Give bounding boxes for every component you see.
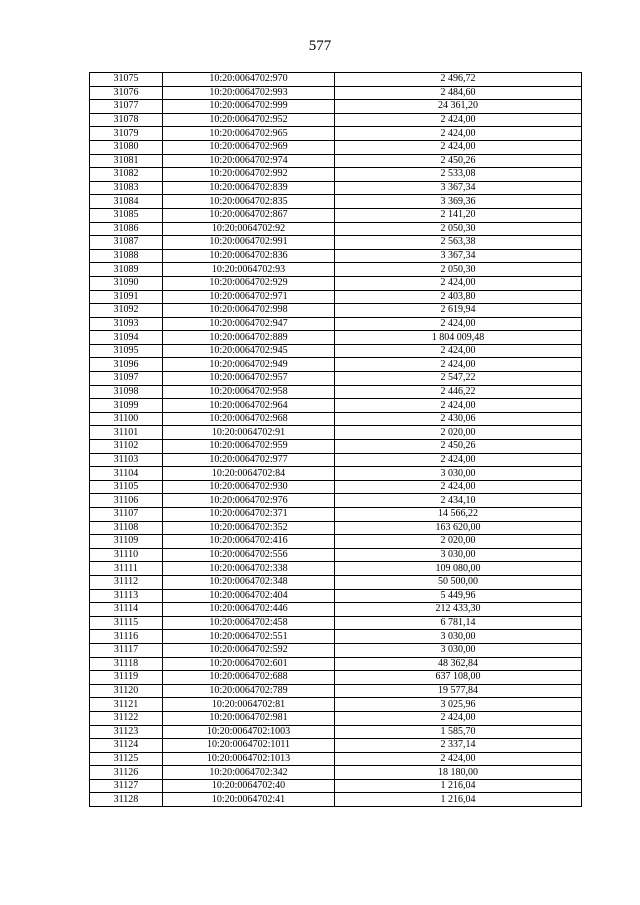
row-number-cell: 31097: [90, 372, 163, 386]
row-number-cell: 31117: [90, 643, 163, 657]
cadastral-value-cell: 2 424,00: [335, 140, 582, 154]
row-number-cell: 31124: [90, 739, 163, 753]
table-row: [90, 73, 582, 87]
table-row: [90, 317, 582, 331]
row-number-cell: 31098: [90, 385, 163, 399]
cadastral-number-cell: 10:20:0064702:964: [163, 399, 335, 413]
cadastral-number-cell: 10:20:0064702:404: [163, 589, 335, 603]
cadastral-value-cell: 24 361,20: [335, 100, 582, 114]
cadastral-number-cell: 10:20:0064702:947: [163, 317, 335, 331]
cadastral-number-cell: 10:20:0064702:458: [163, 616, 335, 630]
cadastral-value-cell: 109 080,00: [335, 562, 582, 576]
cadastral-number-cell: 10:20:0064702:949: [163, 358, 335, 372]
table-row: [90, 766, 582, 780]
cadastral-value-cell: 2 434,10: [335, 494, 582, 508]
row-number-cell: 31087: [90, 236, 163, 250]
cadastral-value-cell: 2 496,72: [335, 73, 582, 87]
cadastral-value-cell: 6 781,14: [335, 616, 582, 630]
row-number-cell: 31084: [90, 195, 163, 209]
table-row: [90, 684, 582, 698]
row-number-cell: 31121: [90, 698, 163, 712]
cadastral-number-cell: 10:20:0064702:601: [163, 657, 335, 671]
cadastral-value-cell: 3 030,00: [335, 548, 582, 562]
cadastral-value-cell: 1 804 009,48: [335, 331, 582, 345]
cadastral-value-cell: 2 424,00: [335, 317, 582, 331]
row-number-cell: 31115: [90, 616, 163, 630]
table-row: [90, 480, 582, 494]
cadastral-number-cell: 10:20:0064702:958: [163, 385, 335, 399]
cadastral-value-cell: 2 403,80: [335, 290, 582, 304]
cadastral-number-cell: 10:20:0064702:957: [163, 372, 335, 386]
table-row: [90, 589, 582, 603]
cadastral-value-cell: 2 424,00: [335, 752, 582, 766]
row-number-cell: 31100: [90, 412, 163, 426]
cadastral-value-cell: 2 424,00: [335, 358, 582, 372]
table-row: [90, 671, 582, 685]
row-number-cell: 31101: [90, 426, 163, 440]
table-row: [90, 657, 582, 671]
cadastral-value-cell: 212 433,30: [335, 603, 582, 617]
row-number-cell: 31111: [90, 562, 163, 576]
table-row: [90, 440, 582, 454]
table-row: [90, 236, 582, 250]
cadastral-value-cell: 3 030,00: [335, 467, 582, 481]
table-row: [90, 385, 582, 399]
cadastral-number-cell: 10:20:0064702:556: [163, 548, 335, 562]
row-number-cell: 31113: [90, 589, 163, 603]
cadastral-number-cell: 10:20:0064702:929: [163, 276, 335, 290]
table-row: [90, 698, 582, 712]
cadastral-value-cell: 2 484,60: [335, 86, 582, 100]
table-row: [90, 412, 582, 426]
row-number-cell: 31089: [90, 263, 163, 277]
row-number-cell: 31085: [90, 208, 163, 222]
cadastral-number-cell: 10:20:0064702:992: [163, 168, 335, 182]
row-number-cell: 31093: [90, 317, 163, 331]
cadastral-value-cell: 2 450,26: [335, 154, 582, 168]
table-row: [90, 140, 582, 154]
row-number-cell: 31127: [90, 779, 163, 793]
cadastral-value-cell: 50 500,00: [335, 575, 582, 589]
cadastral-number-cell: 10:20:0064702:1003: [163, 725, 335, 739]
cadastral-value-cell: 2 424,00: [335, 480, 582, 494]
row-number-cell: 31090: [90, 276, 163, 290]
cadastral-value-cell: 2 619,94: [335, 304, 582, 318]
row-number-cell: 31123: [90, 725, 163, 739]
row-number-cell: 31110: [90, 548, 163, 562]
cadastral-number-cell: 10:20:0064702:971: [163, 290, 335, 304]
table-row: [90, 793, 582, 807]
cadastral-number-cell: 10:20:0064702:92: [163, 222, 335, 236]
row-number-cell: 31080: [90, 140, 163, 154]
table-body: [90, 73, 582, 807]
table-row: [90, 331, 582, 345]
cadastral-number-cell: 10:20:0064702:965: [163, 127, 335, 141]
table-row: [90, 358, 582, 372]
cadastral-number-cell: 10:20:0064702:999: [163, 100, 335, 114]
cadastral-number-cell: 10:20:0064702:839: [163, 181, 335, 195]
table-row: [90, 127, 582, 141]
table-row: [90, 494, 582, 508]
cadastral-number-cell: 10:20:0064702:416: [163, 535, 335, 549]
cadastral-value-cell: 2 424,00: [335, 399, 582, 413]
row-number-cell: 31099: [90, 399, 163, 413]
cadastral-number-cell: 10:20:0064702:446: [163, 603, 335, 617]
row-number-cell: 31078: [90, 113, 163, 127]
row-number-cell: 31105: [90, 480, 163, 494]
cadastral-number-cell: 10:20:0064702:41: [163, 793, 335, 807]
table-row: [90, 168, 582, 182]
cadastral-number-cell: 10:20:0064702:974: [163, 154, 335, 168]
cadastral-number-cell: 10:20:0064702:968: [163, 412, 335, 426]
cadastral-number-cell: 10:20:0064702:930: [163, 480, 335, 494]
cadastral-number-cell: 10:20:0064702:91: [163, 426, 335, 440]
row-number-cell: 31081: [90, 154, 163, 168]
cadastral-number-cell: 10:20:0064702:998: [163, 304, 335, 318]
row-number-cell: 31075: [90, 73, 163, 87]
cadastral-value-cell: 48 362,84: [335, 657, 582, 671]
cadastral-number-cell: 10:20:0064702:959: [163, 440, 335, 454]
table-row: [90, 752, 582, 766]
table-row: [90, 208, 582, 222]
table-row: [90, 276, 582, 290]
table-row: [90, 643, 582, 657]
cadastral-value-cell: 2 430,06: [335, 412, 582, 426]
table-row: [90, 399, 582, 413]
cadastral-value-cell: 637 108,00: [335, 671, 582, 685]
row-number-cell: 31122: [90, 711, 163, 725]
cadastral-value-cell: 2 020,00: [335, 535, 582, 549]
row-number-cell: 31083: [90, 181, 163, 195]
cadastral-number-cell: 10:20:0064702:338: [163, 562, 335, 576]
table-row: [90, 453, 582, 467]
row-number-cell: 31076: [90, 86, 163, 100]
cadastral-value-cell: 3 367,34: [335, 249, 582, 263]
cadastral-value-cell: 18 180,00: [335, 766, 582, 780]
cadastral-value-cell: 2 547,22: [335, 372, 582, 386]
table-row: [90, 603, 582, 617]
table-row: [90, 263, 582, 277]
table-row: [90, 467, 582, 481]
table-row: [90, 426, 582, 440]
table-row: [90, 372, 582, 386]
table-row: [90, 249, 582, 263]
row-number-cell: 31119: [90, 671, 163, 685]
table-row: [90, 195, 582, 209]
cadastral-number-cell: 10:20:0064702:84: [163, 467, 335, 481]
cadastral-number-cell: 10:20:0064702:969: [163, 140, 335, 154]
row-number-cell: 31086: [90, 222, 163, 236]
cadastral-number-cell: 10:20:0064702:889: [163, 331, 335, 345]
table-row: [90, 630, 582, 644]
row-number-cell: 31104: [90, 467, 163, 481]
cadastral-value-cell: 2 563,38: [335, 236, 582, 250]
cadastral-value-cell: 2 424,00: [335, 711, 582, 725]
table-row: [90, 711, 582, 725]
table-row: [90, 344, 582, 358]
row-number-cell: 31128: [90, 793, 163, 807]
cadastral-number-cell: 10:20:0064702:789: [163, 684, 335, 698]
row-number-cell: 31116: [90, 630, 163, 644]
table-row: [90, 548, 582, 562]
cadastral-number-cell: 10:20:0064702:981: [163, 711, 335, 725]
cadastral-number-cell: 10:20:0064702:991: [163, 236, 335, 250]
table-row: [90, 290, 582, 304]
table-row: [90, 616, 582, 630]
table-row: [90, 521, 582, 535]
row-number-cell: 31106: [90, 494, 163, 508]
row-number-cell: 31091: [90, 290, 163, 304]
cadastral-value-cell: 2 424,00: [335, 453, 582, 467]
cadastral-number-cell: 10:20:0064702:348: [163, 575, 335, 589]
cadastral-number-cell: 10:20:0064702:835: [163, 195, 335, 209]
cadastral-number-cell: 10:20:0064702:551: [163, 630, 335, 644]
table-row: [90, 739, 582, 753]
cadastral-number-cell: 10:20:0064702:836: [163, 249, 335, 263]
row-number-cell: 31103: [90, 453, 163, 467]
table-row: [90, 779, 582, 793]
row-number-cell: 31109: [90, 535, 163, 549]
page-number: 577: [308, 38, 332, 54]
cadastral-number-cell: 10:20:0064702:592: [163, 643, 335, 657]
cadastral-number-cell: 10:20:0064702:993: [163, 86, 335, 100]
table-row: [90, 86, 582, 100]
cadastral-number-cell: 10:20:0064702:93: [163, 263, 335, 277]
table-row: [90, 575, 582, 589]
cadastral-value-cell: 2 450,26: [335, 440, 582, 454]
row-number-cell: 31079: [90, 127, 163, 141]
cadastral-number-cell: 10:20:0064702:977: [163, 453, 335, 467]
cadastral-value-cell: 2 141,20: [335, 208, 582, 222]
cadastral-value-cell: 1 216,04: [335, 793, 582, 807]
row-number-cell: 31114: [90, 603, 163, 617]
table-row: [90, 181, 582, 195]
cadastral-value-cell: 2 424,00: [335, 344, 582, 358]
cadastral-number-cell: 10:20:0064702:342: [163, 766, 335, 780]
row-number-cell: 31107: [90, 508, 163, 522]
cadastral-value-cell: 3 367,34: [335, 181, 582, 195]
cadastral-value-cell: 1 585,70: [335, 725, 582, 739]
row-number-cell: 31077: [90, 100, 163, 114]
cadastral-number-cell: 10:20:0064702:40: [163, 779, 335, 793]
row-number-cell: 31108: [90, 521, 163, 535]
row-number-cell: 31088: [90, 249, 163, 263]
table-row: [90, 508, 582, 522]
row-number-cell: 31095: [90, 344, 163, 358]
cadastral-number-cell: 10:20:0064702:976: [163, 494, 335, 508]
table-row: [90, 100, 582, 114]
cadastral-number-cell: 10:20:0064702:952: [163, 113, 335, 127]
row-number-cell: 31096: [90, 358, 163, 372]
cadastral-value-cell: 2 050,30: [335, 222, 582, 236]
cadastral-number-cell: 10:20:0064702:970: [163, 73, 335, 87]
cadastral-value-cell: 163 620,00: [335, 521, 582, 535]
cadastral-number-cell: 10:20:0064702:81: [163, 698, 335, 712]
cadastral-value-cell: 3 030,00: [335, 643, 582, 657]
cadastral-value-cell: 2 533,08: [335, 168, 582, 182]
cadastral-value-cell: 3 030,00: [335, 630, 582, 644]
cadastral-value-cell: 19 577,84: [335, 684, 582, 698]
cadastral-value-cell: 2 424,00: [335, 113, 582, 127]
row-number-cell: 31094: [90, 331, 163, 345]
cadastral-value-cell: 3 025,96: [335, 698, 582, 712]
cadastral-value-cell: 14 566,22: [335, 508, 582, 522]
row-number-cell: 31082: [90, 168, 163, 182]
cadastral-number-cell: 10:20:0064702:1013: [163, 752, 335, 766]
cadastral-number-cell: 10:20:0064702:371: [163, 508, 335, 522]
cadastral-value-cell: 3 369,36: [335, 195, 582, 209]
table-row: [90, 304, 582, 318]
cadastral-value-cell: 2 424,00: [335, 276, 582, 290]
cadastral-value-cell: 2 020,00: [335, 426, 582, 440]
table-row: [90, 725, 582, 739]
row-number-cell: 31125: [90, 752, 163, 766]
cadastral-value-cell: 2 050,30: [335, 263, 582, 277]
row-number-cell: 31112: [90, 575, 163, 589]
cadastral-number-cell: 10:20:0064702:688: [163, 671, 335, 685]
row-number-cell: 31120: [90, 684, 163, 698]
cadastral-value-cell: 1 216,04: [335, 779, 582, 793]
cadastral-value-cell: 2 337,14: [335, 739, 582, 753]
cadastral-value-cell: 5 449,96: [335, 589, 582, 603]
cadastral-number-cell: 10:20:0064702:1011: [163, 739, 335, 753]
table-row: [90, 154, 582, 168]
cadastral-value-table: [89, 72, 582, 807]
row-number-cell: 31126: [90, 766, 163, 780]
table-row: [90, 535, 582, 549]
table-row: [90, 222, 582, 236]
cadastral-number-cell: 10:20:0064702:867: [163, 208, 335, 222]
row-number-cell: 31118: [90, 657, 163, 671]
table-row: [90, 113, 582, 127]
cadastral-value-cell: 2 446,22: [335, 385, 582, 399]
cadastral-number-cell: 10:20:0064702:352: [163, 521, 335, 535]
row-number-cell: 31102: [90, 440, 163, 454]
cadastral-value-cell: 2 424,00: [335, 127, 582, 141]
cadastral-number-cell: 10:20:0064702:945: [163, 344, 335, 358]
table-row: [90, 562, 582, 576]
row-number-cell: 31092: [90, 304, 163, 318]
